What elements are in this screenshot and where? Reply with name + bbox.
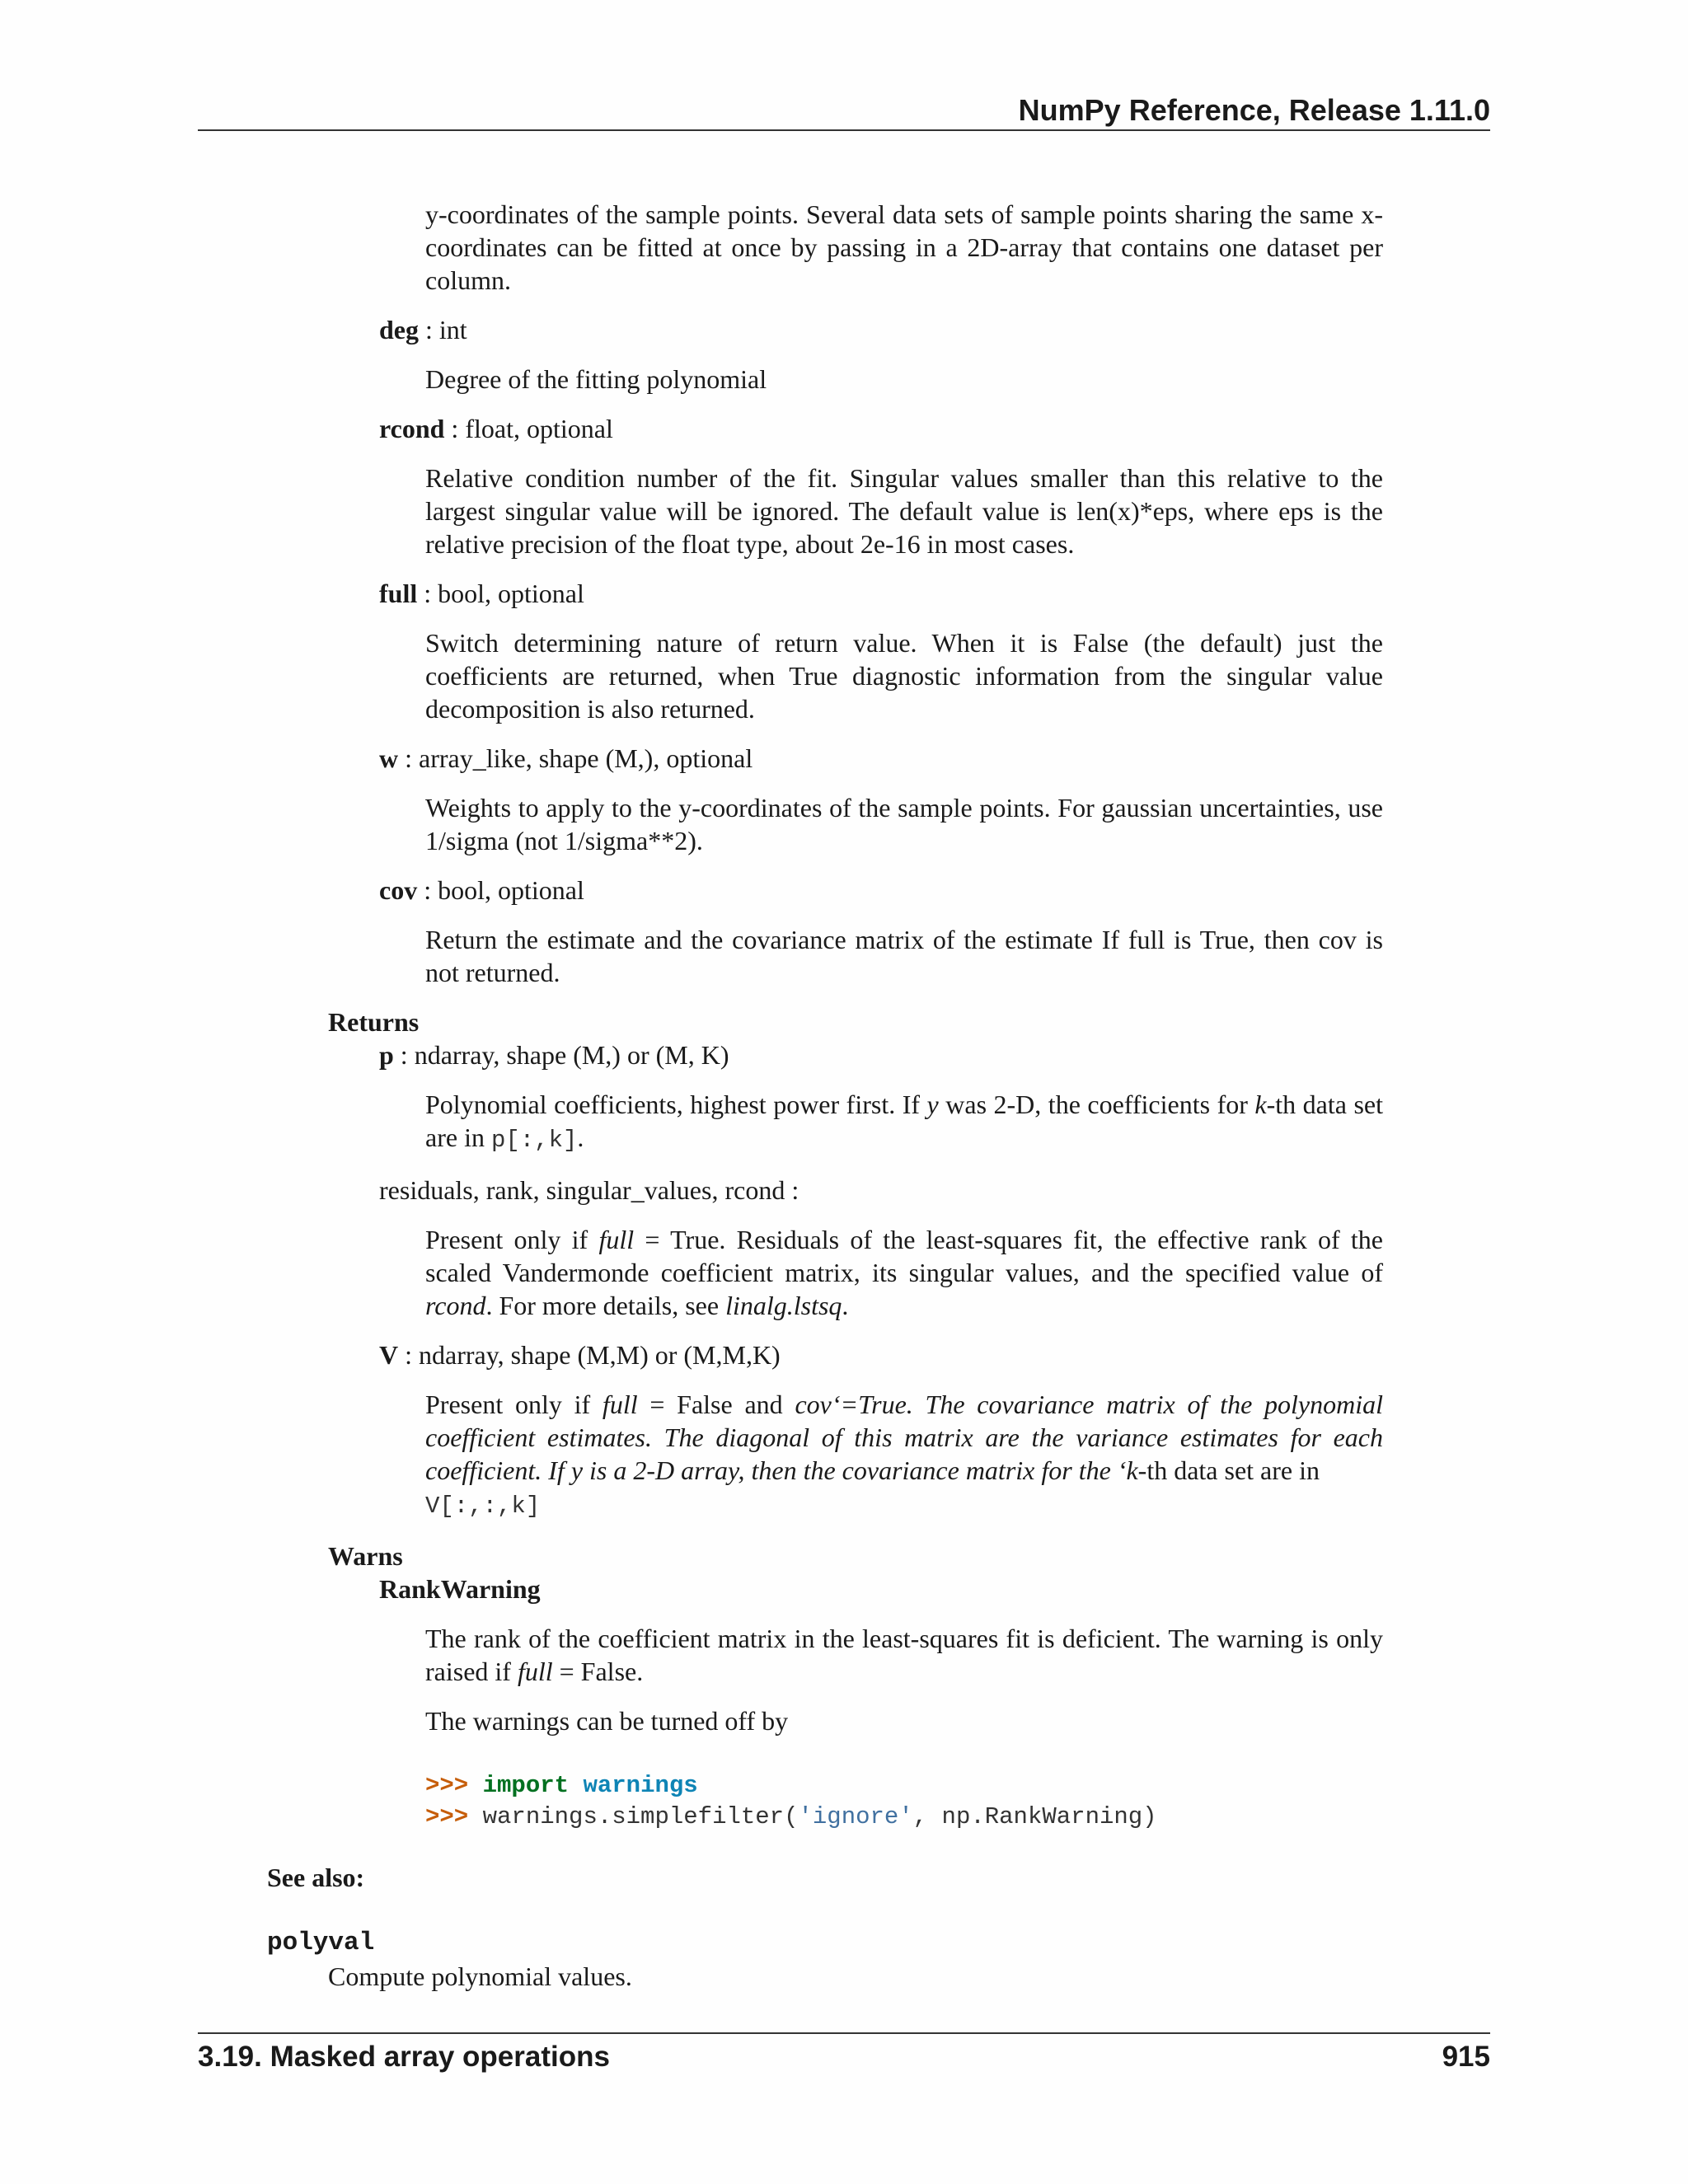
param-type: : bool, optional xyxy=(417,875,584,905)
warns-heading: Warns xyxy=(328,1541,403,1571)
code-line: >>> warnings.simplefilter('ignore', np.RankWarning) xyxy=(425,1803,1157,1830)
param-name: full xyxy=(379,579,418,608)
param-rcond xyxy=(379,412,1688,445)
warning-description: The rank of the coefficient matrix in the least-squares fit is deficient. The warning is only raised if full = False. The warnings can be turned off by xyxy=(425,1624,1383,1736)
param-name: rcond xyxy=(379,414,445,443)
return-residuals-description: Present only if full = True. Residuals of the least-squares fit, the effective rank of the scaled Vandermonde coefficient matrix, its singular values, and the specified value of rcond. For more details, see linalg.lstsq. xyxy=(425,1225,1384,1320)
return-p-description: Polynomial coefficients, highest power first. If y was 2-D, the coefficients for k-th data set are in p[:,k]. xyxy=(425,1090,1384,1154)
param-rcond-description: Relative condition number of the fit. Singular values smaller than this relative to the largest singular value will be ignored. The default value is len(x)*eps, where eps is the relative precision of the float type, about 2e-16 in most cases. xyxy=(425,463,1383,559)
code-prompt: >>> xyxy=(425,1803,483,1830)
inline-code: V[:,:,k] xyxy=(425,1493,541,1520)
param-full xyxy=(379,577,1688,610)
param-w xyxy=(379,742,1688,775)
returns-heading: Returns xyxy=(328,1007,420,1037)
return-V xyxy=(379,1338,1688,1371)
warning-rankwarning: RankWarning xyxy=(379,1574,541,1604)
header-rule xyxy=(198,129,1490,131)
return-V-description: Present only if full = False and cov‘=True. The covariance matrix of the polynomial coefficient estimates. The diagonal of this matrix are the variance estimates for each coefficient. If y is a 2-D array, then the covariance matrix for the ‘k-th data set are in V[:,:,k] xyxy=(425,1390,1384,1520)
return-residuals: residuals, rank, singular_values, rcond : xyxy=(379,1175,799,1205)
param-y-description: y-coordinates of the sample points. Several data sets of sample points sharing the same x-coordinates can be fitted at once by passing in a 2D-array that contains one dataset per column. xyxy=(425,199,1383,295)
param-type: : float, optional xyxy=(444,414,613,443)
page-number: 915 xyxy=(1442,2041,1490,2073)
page-footer xyxy=(198,2039,1490,2075)
running-header: NumPy Reference, Release 1.11.0 xyxy=(1018,93,1490,127)
see-also-polyval-link[interactable]: polyval xyxy=(267,1929,375,1957)
param-full-description: Switch determining nature of return value. When it is False (the default) just the coefficients are returned, when True diagnostic information from the singular value decomposition is also returned. xyxy=(425,628,1383,724)
param-type: : int xyxy=(419,315,467,344)
return-name: V xyxy=(379,1340,399,1370)
return-type: : ndarray, shape (M,M) or (M,M,K) xyxy=(398,1340,781,1370)
code-example xyxy=(425,1770,1688,1833)
return-name: p xyxy=(379,1040,394,1070)
param-w-description: Weights to apply to the y-coordinates of the sample points. For gaussian uncertainties, use 1/sigma (not 1/sigma**2). xyxy=(425,793,1383,855)
param-deg xyxy=(379,313,1688,346)
param-name: cov xyxy=(379,875,418,905)
linalg-lstsq-link[interactable]: linalg.lstsq xyxy=(725,1291,842,1320)
code-line: >>> import warnings xyxy=(425,1772,698,1799)
param-type: : array_like, shape (M,), optional xyxy=(398,743,753,773)
code-prompt: >>> xyxy=(425,1772,483,1799)
param-name: deg xyxy=(379,315,419,344)
footer-section: 3.19. Masked array operations xyxy=(198,2041,610,2073)
see-also-heading: See also: xyxy=(267,1863,365,1892)
param-cov xyxy=(379,874,1688,907)
param-name: w xyxy=(379,743,399,773)
return-p xyxy=(379,1038,1688,1071)
footer-rule xyxy=(198,2032,1490,2034)
param-cov-description: Return the estimate and the covariance matrix of the estimate If full is True, then cov is not returned. xyxy=(425,925,1383,987)
param-deg-description: Degree of the fitting polynomial xyxy=(425,364,767,394)
see-also-description: Compute polynomial values. xyxy=(328,1961,632,1991)
return-type: : ndarray, shape (M,) or (M, K) xyxy=(393,1040,729,1070)
inline-code: p[:,k] xyxy=(490,1127,578,1154)
param-type: : bool, optional xyxy=(417,579,584,608)
document-body xyxy=(0,198,1688,1993)
